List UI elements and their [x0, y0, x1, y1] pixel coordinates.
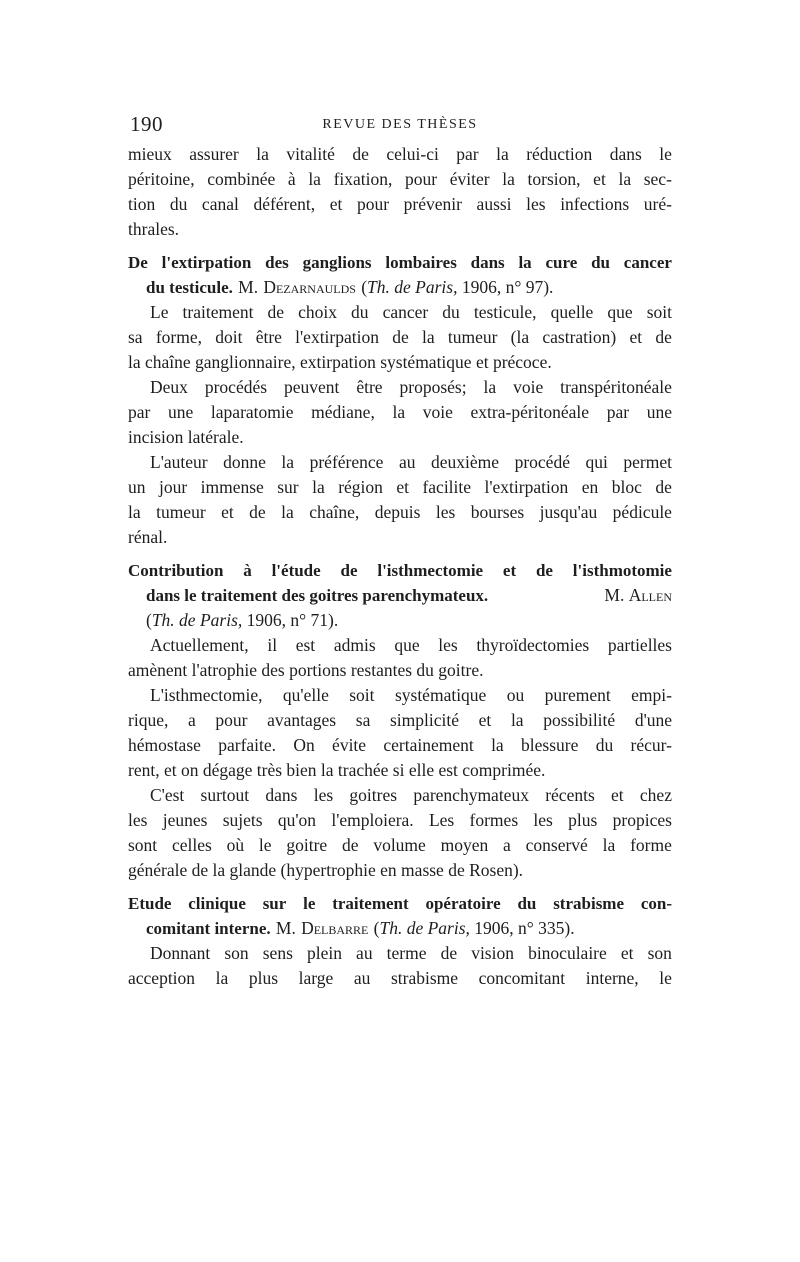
text-line: un jour immense sur la région et facilite l'extirpation en bloc de — [128, 477, 672, 497]
author-prefix: M. — [275, 918, 296, 938]
text-line: la chaîne ganglionnaire, extirpation systématique et précoce. — [128, 352, 552, 372]
paragraph — [128, 375, 672, 450]
paragraph — [128, 300, 672, 375]
text-line: par une laparatomie médiane, la voie extra-péritonéale par une — [128, 402, 672, 422]
text-line: la tumeur et de la chaîne, depuis les bourses jusqu'au pédicule — [128, 502, 672, 522]
text-line: Le traitement de choix du cancer du testicule, quelle que soit — [150, 302, 672, 322]
article-title-line: Etude clinique sur le traitement opératoire du strabisme con- — [128, 894, 672, 913]
text-line: sont celles où le goitre de volume moyen a conservé la forme — [128, 835, 672, 855]
text-line: générale de la glande (hypertrophie en masse de Rosen). — [128, 860, 524, 880]
author-prefix: M. — [238, 277, 259, 297]
text-line: L'auteur donne la préférence au deuxième procédé qui permet — [150, 452, 672, 472]
text-line: rique, a pour avantages sa simplicité et la possibilité d'une — [128, 710, 672, 730]
article-title-ref-line — [128, 583, 672, 608]
text-line: les jeunes sujets qu'on l'emploiera. Les formes les plus propices — [128, 810, 672, 830]
author-block: M. Allen — [604, 585, 672, 605]
article-dezarnaulds — [128, 250, 672, 550]
thesis-reference: (Th. de Paris, 1906, n° 335). — [373, 918, 575, 938]
text-line: thrales. — [128, 219, 180, 239]
text-line: acception la plus large au strabisme concomitant interne, le — [128, 968, 672, 988]
article-title-ref-line — [128, 275, 672, 300]
article-title-end: comitant interne. — [146, 919, 271, 938]
text-line: mieux assurer la vitalité de celui-ci par la réduction dans le — [128, 144, 672, 164]
text-line: L'isthmectomie, qu'elle soit systématique ou purement empi- — [150, 685, 672, 705]
text-line: hémostase parfaite. On évite certainement la blessure du récur- — [128, 735, 672, 755]
text-line: Deux procédés peuvent être proposés; la voie transpéritonéale — [150, 377, 672, 397]
thesis-reference: (Th. de Paris, 1906, n° 71). — [146, 610, 339, 630]
text-line: Donnant son sens plein au terme de vision binoculaire et son — [150, 943, 672, 963]
text-line: incision latérale. — [128, 427, 244, 447]
page-number: 190 — [130, 112, 163, 136]
author-name: Delbarre — [301, 918, 369, 938]
running-head — [128, 112, 672, 142]
text-line: amènent l'atrophie des portions restantes du goitre. — [128, 660, 484, 680]
text-line: C'est surtout dans les goitres parenchymateux récents et chez — [150, 785, 672, 805]
article-title-line: Contribution à l'étude de l'isthmectomie et de l'isthmotomie — [128, 561, 672, 580]
author-name: Allen — [628, 585, 672, 605]
article-title-line: De l'extirpation des ganglions lombaires dans la cure du cancer — [128, 253, 672, 272]
text-line: sa forme, doit être l'extirpation de la tumeur (la castration) et de — [128, 327, 672, 347]
text-line: rénal. — [128, 527, 168, 547]
paragraph — [128, 783, 672, 883]
text-line: Actuellement, il est admis que les thyroïdectomies partielles — [150, 635, 672, 655]
article-title-ref-line — [128, 916, 672, 941]
paragraph — [128, 941, 672, 991]
text-line: péritoine, combinée à la fixation, pour éviter la torsion, et la sec- — [128, 169, 672, 189]
intro-paragraph — [128, 142, 672, 242]
text-line: rent, et on dégage très bien la trachée si elle est comprimée. — [128, 760, 546, 780]
paragraph — [128, 683, 672, 783]
text-line: tion du canal déférent, et pour prévenir aussi les infections uré- — [128, 194, 672, 214]
author-name: Dezarnaulds — [263, 277, 356, 297]
article-allen — [128, 558, 672, 883]
running-title: REVUE DES THÈSES — [322, 117, 478, 132]
thesis-reference: (Th. de Paris, 1906, n° 97). — [361, 277, 554, 297]
paragraph — [128, 633, 672, 683]
article-title-end: du testicule. — [146, 278, 233, 297]
paragraph — [128, 450, 672, 550]
article-delbarre — [128, 891, 672, 991]
article-title-end: dans le traitement des goitres parenchymateux. — [146, 586, 489, 605]
page — [128, 112, 672, 991]
